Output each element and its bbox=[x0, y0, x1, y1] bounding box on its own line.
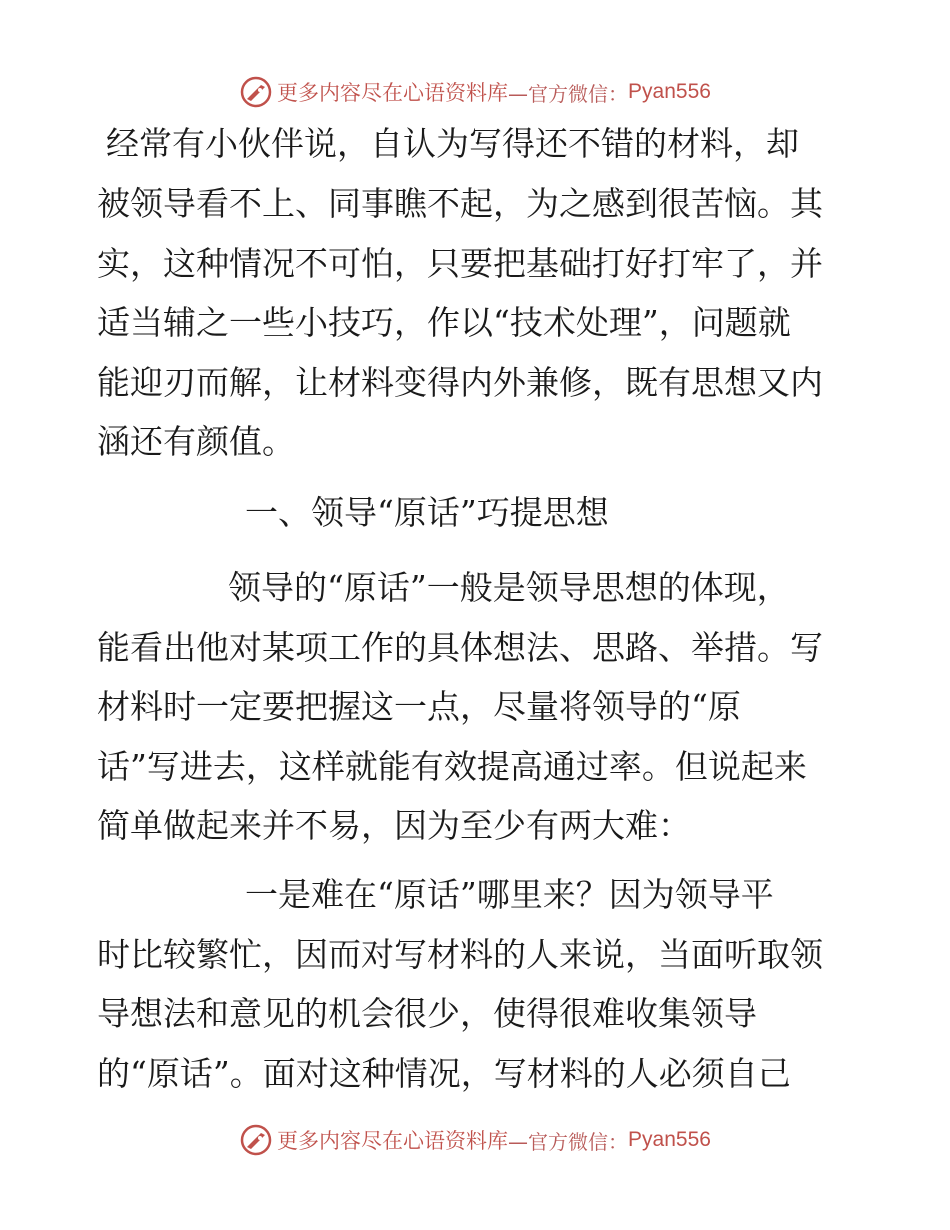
body-line: 的“原话”。面对这种情况，写材料的人必须自己 bbox=[97, 1054, 791, 1093]
body-line: 经常有小伙伴说，自认为写得还不错的材料，却 bbox=[106, 124, 799, 163]
body-line: 领导的“原话”一般是领导思想的体现， bbox=[228, 568, 790, 607]
banner-title: 更多内容尽在心语资料库 bbox=[277, 81, 509, 105]
body-line: 能迎刃而解，让材料变得内外兼修，既有思想又内 bbox=[97, 363, 823, 402]
pen-logo-icon bbox=[239, 1123, 273, 1157]
section-heading: 一、领导“原话”巧提思想 bbox=[245, 493, 609, 532]
body-line: 话”写进去，这样就能有效提高通过率。但说起来 bbox=[97, 747, 807, 786]
pen-logo-icon bbox=[239, 75, 273, 109]
body-line: 能看出他对某项工作的具体想法、思路、举措。写 bbox=[97, 628, 823, 667]
body-line: 适当辅之一些小技巧，作以“技术处理”，问题就 bbox=[97, 303, 791, 342]
banner-title: 更多内容尽在心语资料库 bbox=[277, 1129, 509, 1153]
banner-wechat-id: Pyan556 bbox=[628, 1128, 711, 1151]
banner-subtitle: —官方微信： bbox=[508, 1129, 629, 1154]
body-line: 时比较繁忙，因而对写材料的人来说，当面听取领 bbox=[97, 935, 823, 974]
body-line: 导想法和意见的机会很少，使得很难收集领导 bbox=[97, 994, 757, 1033]
banner-subtitle: —官方微信： bbox=[508, 81, 629, 106]
body-line: 简单做起来并不易，因为至少有两大难： bbox=[97, 806, 691, 845]
body-line: 涵还有颜值。 bbox=[97, 422, 295, 461]
body-line: 被领导看不上、同事瞧不起，为之感到很苦恼。其 bbox=[97, 184, 823, 223]
footer-banner bbox=[0, 1120, 950, 1160]
body-line: 实，这种情况不可怕，只要把基础打好打牢了，并 bbox=[97, 244, 823, 283]
header-banner bbox=[0, 72, 950, 112]
body-line: 一是难在“原话”哪里来？因为领导平 bbox=[245, 875, 774, 914]
banner-wechat-id: Pyan556 bbox=[628, 80, 711, 103]
body-line: 材料时一定要把握这一点，尽量将领导的“原 bbox=[97, 687, 741, 726]
